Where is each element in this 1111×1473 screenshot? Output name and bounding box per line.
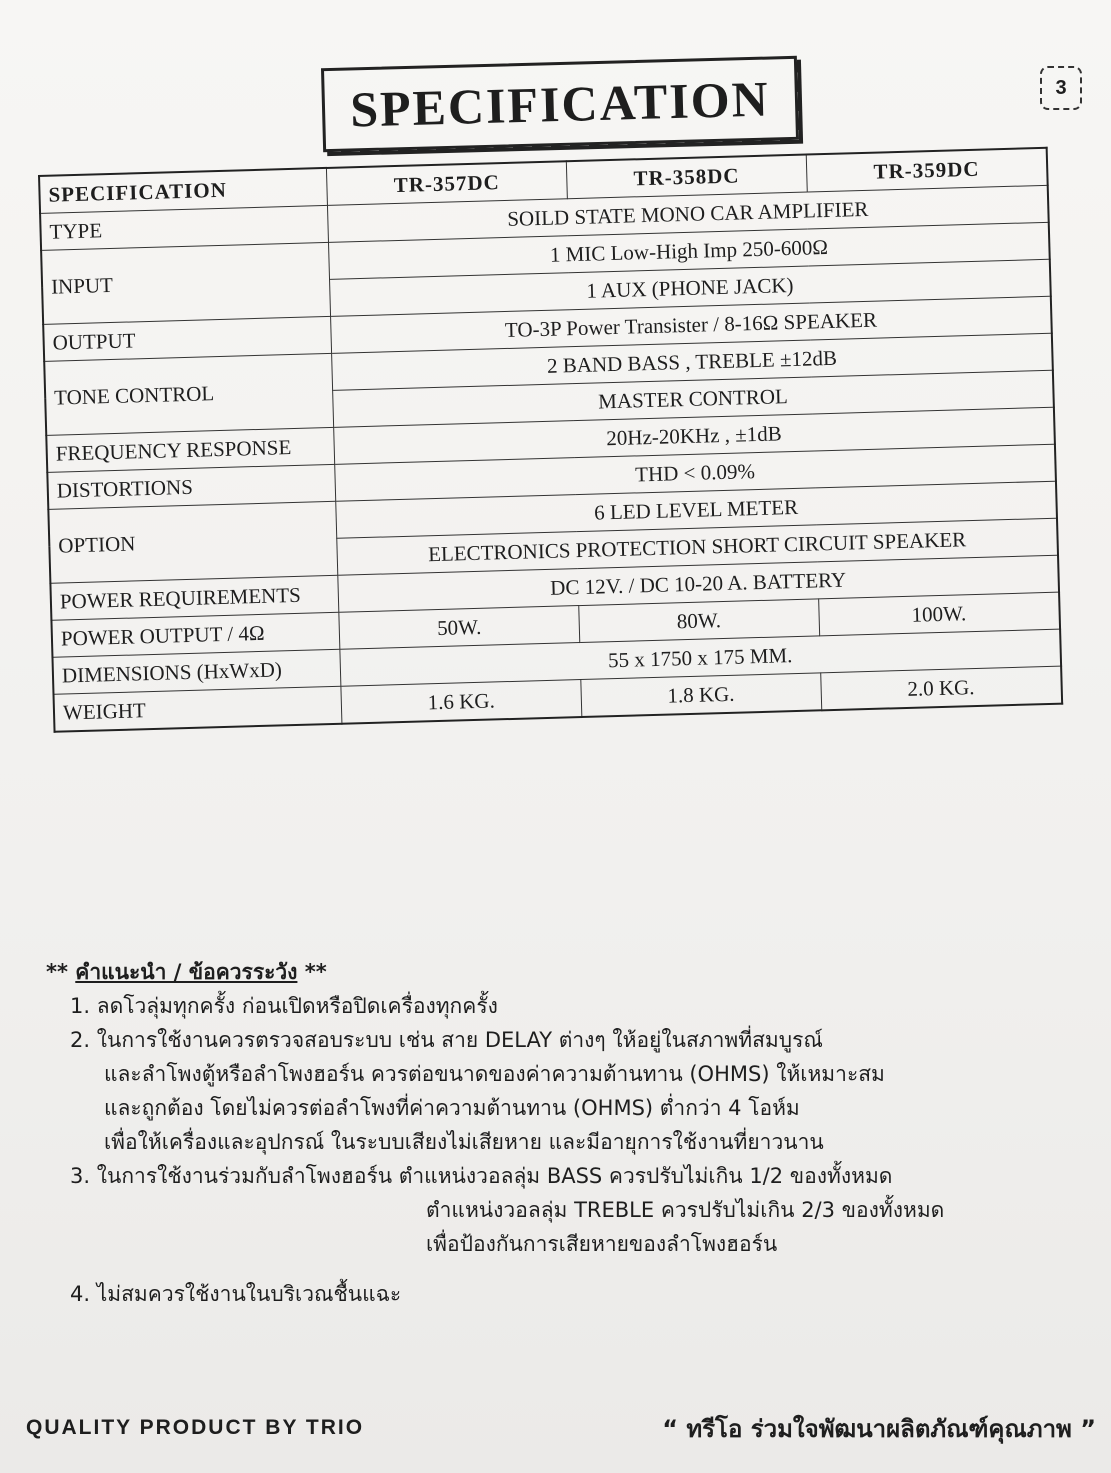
row-label-frequency-response: FREQUENCY RESPONSE [46,427,334,472]
note-item-3-line-2: ตำแหน่งวอลลุ่ม TREBLE ควรปรับไม่เกิน 2/3 ของทั้งหมด [426,1198,945,1222]
footer [26,1408,1096,1448]
row-value-power-requirements: DC 12V. / DC 10-20 A. BATTERY [338,555,1059,612]
model-tr-359dc: TR-359DC [806,148,1048,192]
row-label-dimensions: DIMENSIONS (HxWxD) [52,649,340,694]
row-label-tone-control: TONE CONTROL [44,353,333,435]
note-item-2-line-2: และลำโพงตู้หรือลำโพงฮอร์น ควรต่อขนาดของค่าความต้านทาน (OHMS) ให้เหมาะสม [104,1062,885,1086]
note-item-3-line-3: เพื่อป้องกันการเสียหายของลำโพงฮอร์น [426,1232,778,1256]
notes-section [46,955,1086,1311]
header-label: SPECIFICATION [39,168,327,214]
weight-tr-357dc: 1.6 KG. [341,680,582,724]
row-value-option-led: 6 LED LEVEL METER [336,481,1057,538]
notes-heading-prefix: ** [46,960,68,984]
model-tr-358dc: TR-358DC [566,155,807,199]
row-label-type: TYPE [40,205,328,250]
specification-table [38,147,1068,915]
row-label-option: OPTION [48,501,337,583]
row-label-output: OUTPUT [43,316,331,361]
row-value-distortions: THD < 0.09% [335,444,1056,501]
footer-brand: QUALITY PRODUCT BY TRIO [26,1416,365,1439]
row-value-output: TO-3P Power Transister / 8-16Ω SPEAKER [331,296,1052,353]
note-item-2-line-4: เพื่อให้เครื่องและอุปกรณ์ ในระบบเสียงไม่เสียหาย และมีอายุการใช้งานที่ยาวนาน [104,1130,824,1154]
row-label-weight: WEIGHT [54,686,342,732]
weight-tr-358dc: 1.8 KG. [581,673,822,717]
notes-heading-text: คำแนะนำ / ข้อควรระวัง [75,960,298,984]
row-value-frequency-response: 20Hz-20KHz , ±1dB [334,407,1055,464]
weight-tr-359dc: 2.0 KG. [820,666,1062,710]
row-label-power-output: POWER OUTPUT / 4Ω [51,612,339,657]
power-output-tr-359dc: 100W. [818,592,1060,636]
power-output-tr-357dc: 50W. [339,606,580,650]
document-title: SPECIFICATION [321,56,799,152]
row-value-type: SOILD STATE MONO CAR AMPLIFIER [327,185,1048,242]
notes-heading [46,955,1086,989]
model-tr-357dc: TR-357DC [326,161,567,205]
row-value-input-aux: 1 AUX (PHONE JACK) [330,259,1051,316]
row-value-tone-bass-treble: 2 BAND BASS , TREBLE ±12dB [332,333,1053,390]
note-item-4: 4. ไม่สมควรใช้งานในบริเวณชื้นแฉะ [70,1282,402,1306]
row-value-option-protection: ELECTRONICS PROTECTION SHORT CIRCUIT SPEAKER [337,518,1058,575]
note-item-2-line-3: และถูกต้อง โดยไม่ควรต่อลำโพงที่ค่าความต้านทาน (OHMS) ต่ำกว่า 4 โอห์ม [104,1096,800,1120]
row-label-input: INPUT [41,242,330,324]
notes-heading-suffix: ** [304,960,327,984]
page-number: 3 [1040,66,1082,110]
row-value-dimensions: 55 x 1750 x 175 MM. [340,629,1061,686]
row-label-distortions: DISTORTIONS [47,464,335,509]
note-item-2-line-1: 2. ในการใช้งานควรตรวจสอบระบบ เช่น สาย DELAY ต่างๆ ให้อยู่ในสภาพที่สมบูรณ์ [70,1028,823,1052]
footer-slogan: “ ทรีโอ ร่วมใจพัฒนาผลิตภัณฑ์คุณภาพ ” [662,1414,1096,1443]
note-item-3-line-1: 3. ในการใช้งานร่วมกับลำโพงฮอร์น ตำแหน่งวอลลุ่ม BASS ควรปรับไม่เกิน 1/2 ของทั้งหมด [70,1164,893,1188]
row-value-tone-master: MASTER CONTROL [333,370,1054,427]
power-output-tr-358dc: 80W. [579,599,820,643]
note-item-1: 1. ลดโวลุ่มทุกครั้ง ก่อนเปิดหรือปิดเครื่องทุกครั้ง [70,994,498,1018]
row-label-power-requirements: POWER REQUIREMENTS [50,575,338,620]
row-value-input-mic: 1 MIC Low-High Imp 250-600Ω [328,222,1049,279]
